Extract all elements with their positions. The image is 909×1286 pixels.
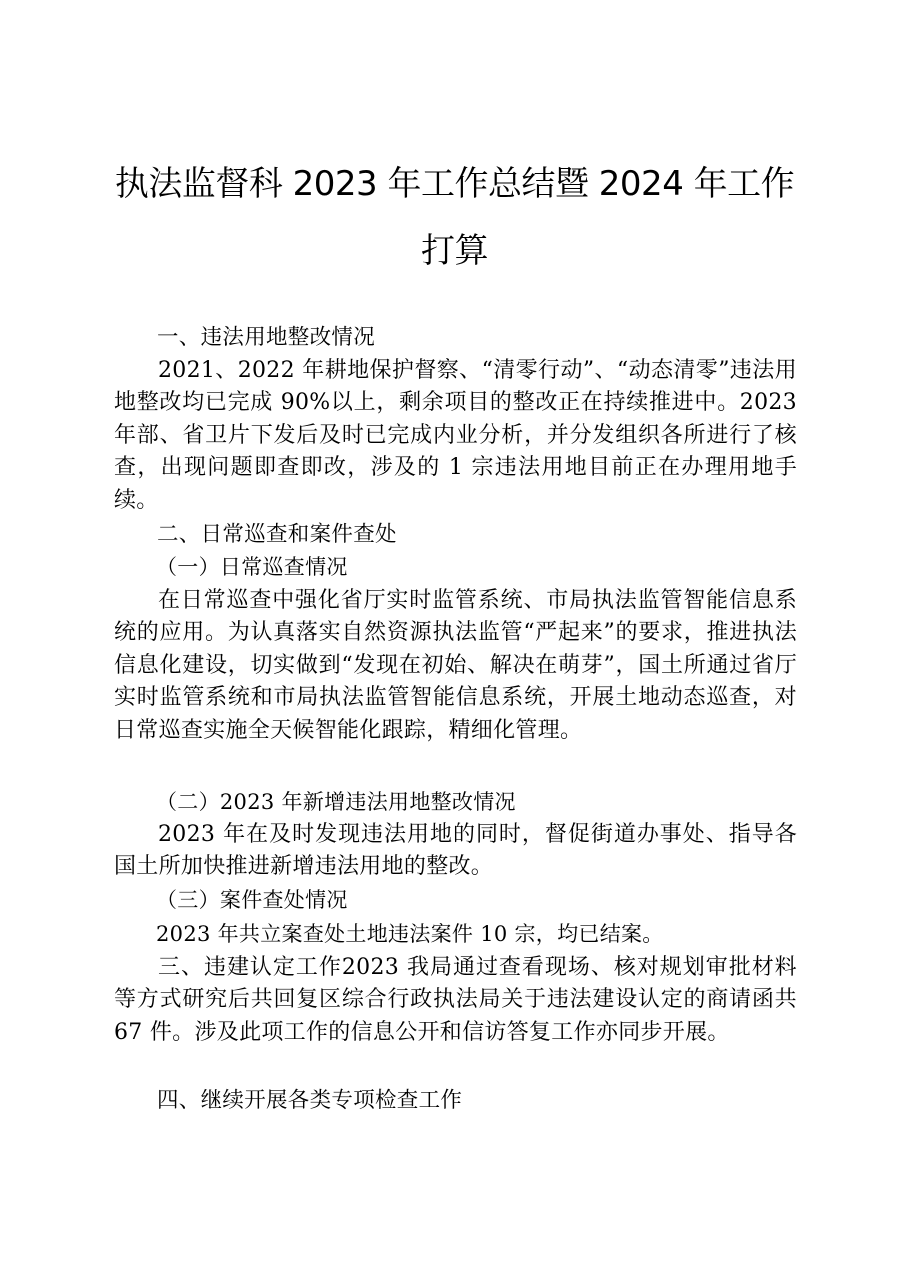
- section-2-heading: 二、日常巡查和案件查处: [157, 522, 397, 547]
- section-3-paragraph: 2023 我局通过查看现场、核对规划审批材料等方式研究后共回复区综合行政执法局关于违法建设认定的商请函共 67 件。涉及此项工作的信息公开和信访答复工作亦同步开展。: [114, 955, 797, 1045]
- document-title-line-1: 执法监督科 2023 年工作总结暨 2024 年工作: [114, 164, 795, 204]
- subsection-1-paragraph: 在日常巡查中强化省厅实时监管系统、市局执法监管智能信息系统的应用。为认真落实自然资源执法监管“严起来”的要求，推进执法信息化建设，切实做到“发现在初始、解决在萌芽”，国土所通过省厅实时监管系统和市局执法监管智能信息系统，开展土地动态巡查，对日常巡查实施全天候智能化跟踪，精细化管理。: [114, 588, 797, 743]
- subsection-3-heading: （三）案件查处情况: [156, 888, 348, 912]
- section-1-paragraph: 2021、2022 年耕地保护督察、“清零行动”、“动态清零”违法用地整改均已完成 90%以上，剩余项目的整改正在持续推进中。2023 年部、省卫片下发后及时已完成内业分析，并分发组织各所进行了核查，出现问题即查即改，涉及的 1 宗违法用地目前正在办理用地手续。: [114, 358, 797, 513]
- document-title-line-2: 打算: [421, 231, 488, 271]
- subsection-3-paragraph: 2023 年共立案查处土地违法案件 10 宗，均已结案。: [156, 922, 664, 946]
- section-3-paragraph-block: [114, 952, 797, 1049]
- section-3-heading: 三、违建认定工作: [158, 955, 342, 980]
- subsection-2-paragraph: 2023 年在及时发现违法用地的同时，督促街道办事处、指导各国土所加快推进新增违法用地的整改。: [114, 822, 797, 880]
- section-4-heading: 四、继续开展各类专项检查工作: [157, 1088, 463, 1113]
- section-1-heading: 一、违法用地整改情况: [157, 325, 376, 350]
- subsection-1-heading: （一）日常巡查情况: [156, 555, 348, 579]
- subsection-2-heading: （二）2023 年新增违法用地整改情况: [156, 790, 516, 814]
